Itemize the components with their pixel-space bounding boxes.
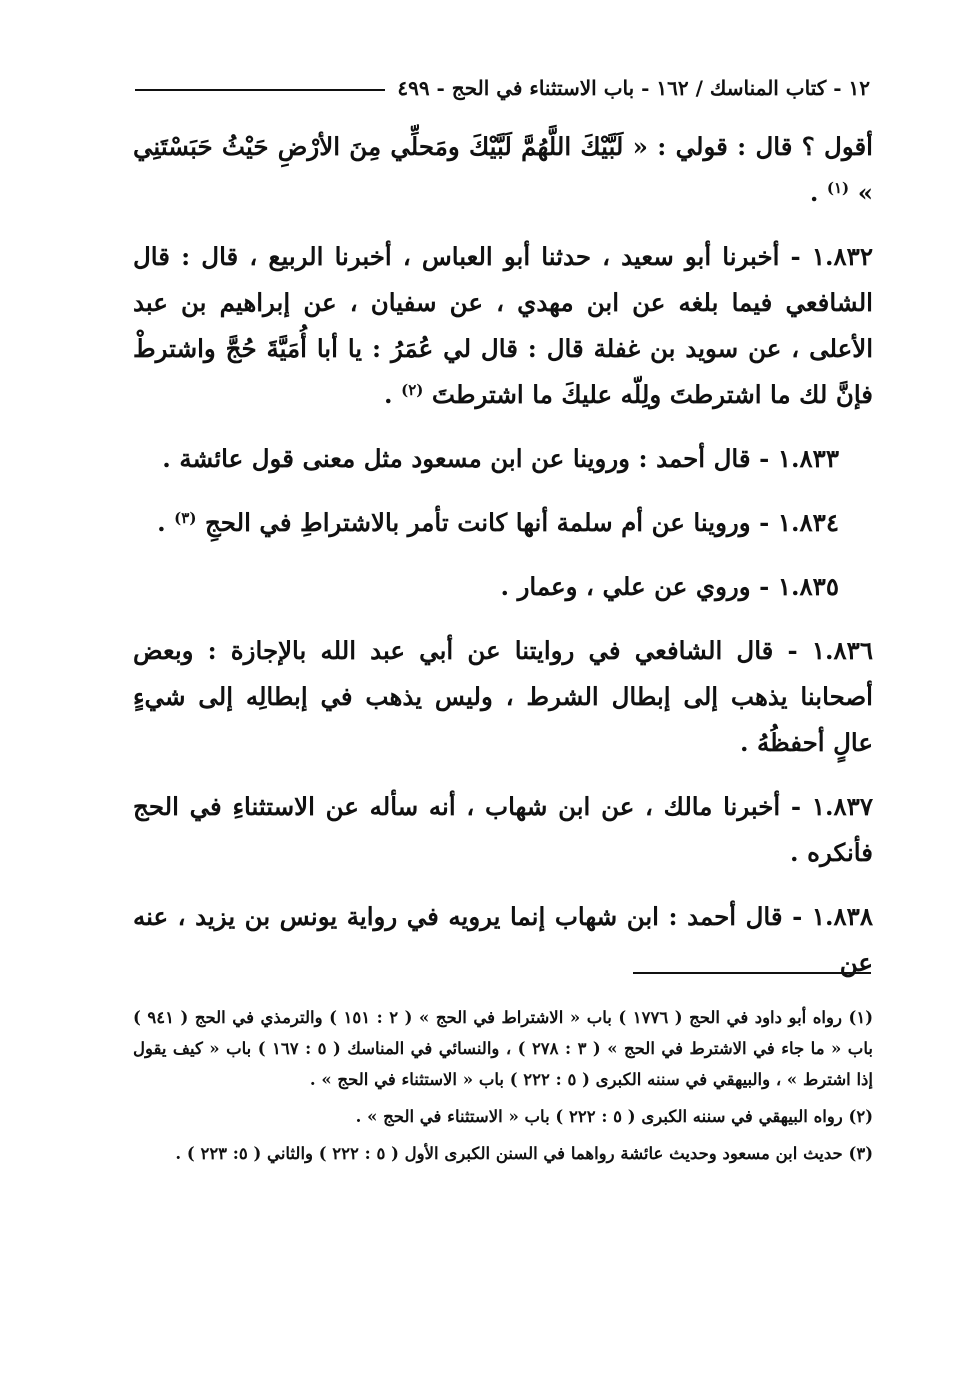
paragraph-text: - قال أحمد : ابن شهاب إنما يرويه في رواية يونس بن يزيد ، عنه عن bbox=[133, 902, 873, 977]
hadith-number: ١.٨٣٧ bbox=[811, 792, 873, 821]
paragraph-text: - أخبرنا مالك ، عن ابن شهاب ، أنه سأله عن الاستثناءِ في الحج فأنكره . bbox=[133, 792, 873, 867]
footnote-ref: (١) bbox=[826, 179, 850, 197]
hadith-number: ١.٨٣٨ bbox=[811, 902, 873, 931]
paragraph-intro bbox=[133, 124, 873, 216]
paragraph-text: - قال الشافعي في روايتنا عن أبي عبد الله بالإجازة : وبعض أصحابنا يذهب إلى إبطال الشرط ، وليس يذهب في إبطالِه إلى شيءٍ عالٍ أحفظُهُ . bbox=[133, 636, 873, 757]
footnote-1: (١) رواه أبو داود في الحج ( ١٧٧٦ ) باب « الاشتراط في الحج » ( ٢ : ١٥١ ) والترمذي في الحج ( ٩٤١ ) باب « ما جاء في الاشترط في الحج » ( ٣ : ٢٧٨ ) ، والنسائي في المناسك ( ٥ : ١٦٧ ) باب « كيف يقول إذا اشترط » ، والبيهقي في سننه الكبرى ( ٥ : ٢٢٢ ) باب « الاستثناء في الحج » . bbox=[133, 1008, 873, 1089]
paragraph-1833 bbox=[133, 436, 873, 482]
paragraph-text: - قال أحمد : وروينا عن ابن مسعود مثل معنى قول عائشة . bbox=[162, 444, 778, 473]
paragraph-1835 bbox=[133, 564, 873, 610]
running-header bbox=[135, 68, 870, 108]
running-title: ١٢ - كتاب المناسك / ١٦٢ - باب الاستثناء في الحج - ٤٩٩ bbox=[397, 76, 870, 100]
hadith-number: ١.٨٣٤ bbox=[777, 508, 839, 537]
paragraph-tail: . bbox=[384, 380, 402, 409]
footnote-2: (٢) رواه البيهقي في سننه الكبرى ( ٥ : ٢٢٢ ) باب « الاستثناء في الحج » . bbox=[355, 1107, 873, 1126]
footnote-ref: (٢) bbox=[401, 381, 424, 399]
paragraph-tail: . bbox=[157, 508, 175, 537]
paragraph-text: - أخبرنا أبو سعيد ، حدثنا أبو العباس ، أخبرنا الربيع ، قال : قال الشافعي فيما بلغه عن ابن مهدي ، عن سفيان ، عن إبراهيم بن عبد الأعلى ، عن سويد بن غفلة قال : قال لي عُمَرُ : يا أبا أُمَيَّةَ حُجَّ واشترطْ فإنَّ لك ما اشترطتَ ولِلّه عليكَ ما اشترطتَ bbox=[133, 242, 873, 409]
paragraph-tail: . bbox=[809, 178, 827, 207]
footnote-ref: (٣) bbox=[174, 509, 197, 527]
hadith-number: ١.٨٣٣ bbox=[777, 444, 839, 473]
paragraph-text: - وروينا عن أم سلمة أنها كانت تأمر بالاشتراطِ في الحجِ bbox=[204, 508, 778, 537]
hadith-number: ١.٨٣٦ bbox=[811, 636, 873, 665]
paragraph-1837 bbox=[133, 784, 873, 876]
paragraph-text: - وروي عن علي ، وعمار . bbox=[500, 572, 778, 601]
hadith-number: ١.٨٣٥ bbox=[777, 572, 839, 601]
paragraph-1834 bbox=[133, 500, 873, 546]
footnote-3: (٣) حديث ابن مسعود وحديث عائشة رواهما في السنن الكبرى الأول ( ٥ : ٢٢٢ ) والثاني ( ٥: ٢٢٣ ) . bbox=[175, 1144, 873, 1163]
hadith-number: ١.٨٣٢ bbox=[811, 242, 873, 271]
paragraph-1832 bbox=[133, 234, 873, 418]
footnote-separator bbox=[633, 972, 871, 974]
main-text bbox=[133, 124, 873, 1004]
header-rule bbox=[135, 89, 385, 91]
paragraph-1836 bbox=[133, 628, 873, 766]
footnotes bbox=[133, 1002, 873, 1175]
paragraph-text: أقول ؟ قال : قولي : « لَبَّيْكَ اللَّهُمَّ لَبَّيْكَ ومَحلِّي مِنَ الأرْضِ حَيْثُ حَبَسْتَنِي » bbox=[133, 132, 873, 207]
